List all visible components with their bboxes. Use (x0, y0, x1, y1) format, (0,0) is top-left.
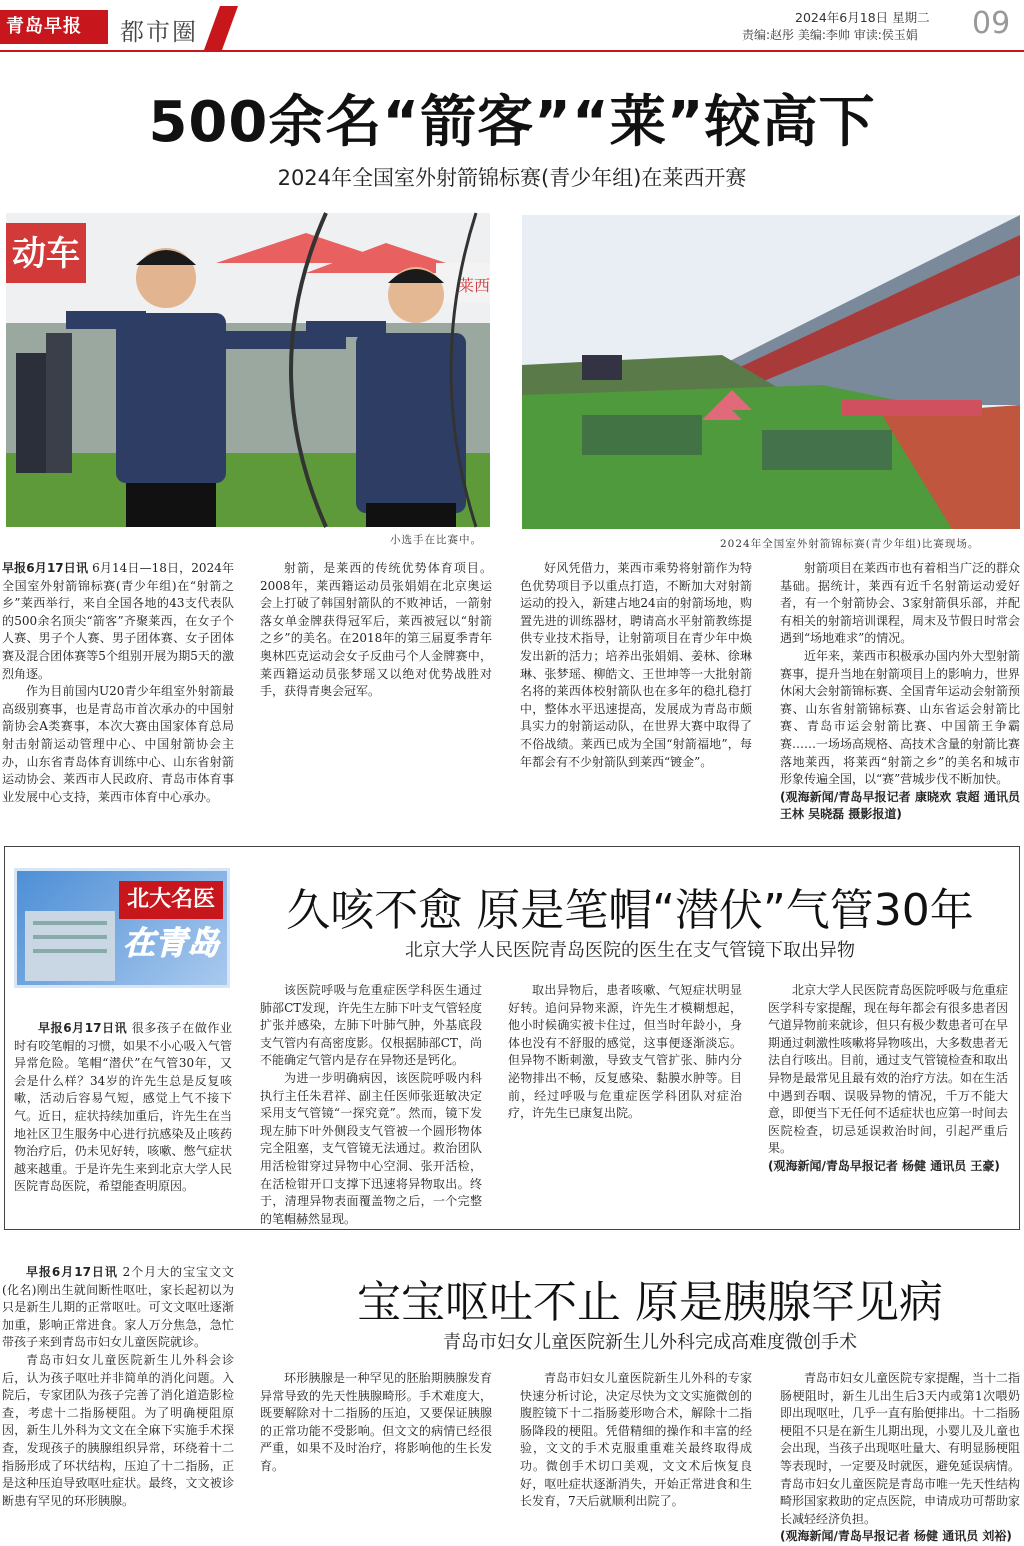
section-name: 都市圈 (120, 18, 198, 46)
archers-photo (6, 213, 490, 527)
article1-subheadline: 2024年全国室外射箭锦标赛(青少年组)在莱西开赛 (277, 166, 747, 190)
article1-column-3 (520, 560, 752, 810)
article3-paragraph: 青岛市妇女儿童医院专家提醒，当十二指肠梗阻时，新生儿出生后3天内或第1次喂奶即出现呕吐，几乎一直有胎便排出。十二指肠梗阻不只是在新生儿期出现，小婴儿及儿童也会出现，当孩子出现呕吐量大、有明显肠梗阻等表现时，一定要及时就医，避免延误病情。青岛市妇女儿童医院是青岛市唯一先天性结构畸形国家救助的定点医院，申请成功可帮助家长减轻经济负担。 (780, 1371, 1021, 1526)
svg-text:莱西: 莱西 (458, 276, 491, 295)
newspaper-logo: 青岛早报 (0, 10, 108, 44)
article3-paragraph: 青岛市妇女儿童医院新生儿外科会诊后，认为孩子呕吐并非简单的消化问题。入院后，专家团队为孩子完善了消化道造影检查，考虑十二指肠梗阻。为了明确梗阻原因，新生儿外科为文文在全麻下实施手术探查，发现孩子的胰腺组织异常，环绕着十二指肠形成了环状结构，压迫了十二指肠，正是这种压迫导致呕吐症状。最终，文文被诊断患有罕见的环形胰腺。 (2, 1352, 234, 1508)
article2-paragraph: 该医院呼吸与危重症医学科医生通过肺部CT发现，许先生左肺下叶支气管轻度扩张并感染，左肺下叶肺气肿，外基底段支气管内有高密度影。仅根据肺部CT，尚不能确定气管内是存在异物还是钙化。 (260, 983, 482, 1068)
article2-paragraph: 很多孩子在做作业时有咬笔帽的习惯，如果不小心吸入气管异常危险。笔帽“潜伏”在气管30年，又会是什么样？34岁的许先生总是反复咳嗽，活动后容易气短，感觉上气不接下气。近日，症状持续加重后，许先生在当地社区卫生服务中心进行抗感染及止咳药物治疗后，仍未见好转，咳嗽、憋气症状越来越重。于是许先生来到北京大学人民医院青岛医院，希望能查明原因。 (14, 1021, 232, 1194)
article1-paragraph: 6月14日—18日，2024年全国室外射箭锦标赛(青少年组)在“射箭之乡”莱西举行，来自全国各地的43支代表队的500余名顶尖“箭客”齐聚莱西，在女子个人赛、男子个人赛、男子团体赛、女子团体赛及混合团体赛等5个组别开展为期5天的激烈角逐。 (2, 561, 234, 681)
article2-column-3 (508, 982, 742, 1218)
article2-paragraph: 取出异物后，患者咳嗽、气短症状明显好转。追问异物来源，许先生才模糊想起，他小时候确实被卡住过，但当时年龄小，身体也没有不舒服的感觉，这事便逐渐淡忘。但异物不断刺激，导致支气管扩张、肺内分泌物排出不畅，反复感染、黏膜水肿等。目前，经过呼吸与危重症医学科团队对症治疗，许先生已康复出院。 (508, 983, 742, 1121)
article1-paragraph: 好风凭借力，莱西市乘势将射箭作为特色优势项目予以重点打造，不断加大对射箭运动的投入，新建占地24亩的射箭场地，购置先进的训练器材，聘请高水平射箭教练提供专业技术指导，让射箭项目在青少年中焕发出新的活力；培养出张娟娟、姜林、徐琳琳、张梦瑶、柳皓文、王世坤等一大批射箭名将的莱西体校射箭队也在多年的稳扎稳打中，整体水平迅速提高，发展成为青岛市颇具实力的射箭运动队，在世界大赛中取得了不俗战绩。莱西已成为全国“射箭福地”，每年都会有不少射箭队到莱西“镀金”。 (520, 561, 752, 769)
article1-dateline: 早报6月17日讯 (2, 561, 89, 575)
article2-dateline: 早报6月17日讯 (38, 1021, 128, 1035)
article1-column-4 (780, 560, 1021, 822)
article2-credit: (观海新闻/青岛早报记者 杨健 通讯员 王豪) (768, 1158, 1000, 1173)
article3-column-4 (780, 1370, 1021, 1544)
photo-banner-text: 动车 (12, 234, 80, 274)
article2-paragraph: 北京大学人民医院青岛医院呼吸与危重症医学科专家提醒，现在每年都会有很多患者因气道异物前来就诊，但只有极少数患者可在早期通过刺激性咳嗽将异物咳出，大多数患者无法自行咳出。目前，通过支气管镜检查和取出异物是最常见且最有效的治疗方法。如在生活中遇到吞咽、误吸异物的情况，千万不能大意，即便当下无任何不适症状也应第一时间去医院检查，切忌延误救治时间，引起严重后果。 (768, 983, 1009, 1156)
article2-column-4 (768, 982, 1008, 1218)
article1-headline: 500余名“箭客”“莱”较高下 (148, 90, 876, 155)
article1-credit: (观海新闻/青岛早报记者 康晓欢 袁超 通讯员 王林 吴晓磊 摄影报道) (780, 789, 1020, 822)
article2-headline: 久咳不愈 原是笔帽“潜伏”气管30年 (286, 885, 974, 936)
badge-subtitle: 在青岛 (122, 924, 219, 962)
article3-paragraph: 2个月大的宝宝文文(化名)刚出生就间断性呕吐，家长起初以为只是新生儿期的正常呕吐。可文文呕吐逐渐加重，影响正常进食。家人万分焦急，急忙带孩子来到青岛市妇女儿童医院就诊。 (2, 1265, 234, 1350)
issue-date: 2024年6月18日 星期二 (795, 10, 930, 25)
venue-photo-caption: 2024年全国室外射箭锦标赛(青少年组)比赛现场。 (720, 538, 980, 550)
article3-paragraph: 环形胰腺是一种罕见的胚胎期胰腺发育异常导致的先天性胰腺畸形。手术难度大，既要解除对十二指肠的压迫，又要保证胰腺的正常功能不受影响。但文文的病情已经很严重，如果不及时治疗，将影响他的生长发育。 (260, 1371, 492, 1473)
article2-subheadline: 北京大学人民医院青岛医院的医生在支气管镜下取出异物 (405, 940, 855, 961)
article3-credit: (观海新闻/青岛早报记者 杨健 通讯员 刘裕) (780, 1529, 1012, 1544)
page-number: 09 (972, 6, 1011, 41)
archers-photo-caption: 小选手在比赛中。 (390, 534, 482, 546)
article1-paragraph: 射箭，是莱西的传统优势体育项目。2008年，莱西籍运动员张娟娟在北京奥运会上打破了韩国射箭队的不败神话，一箭射落女单金牌获得冠军后，莱西被冠以“射箭之乡”的美名。在2018年的第三届夏季青年奥林匹克运动会女子反曲弓个人金牌赛中，莱西籍运动员张梦瑶又以绝对优势战胜对手，获得青奥会冠军。 (260, 561, 492, 699)
article1-column-1 (2, 560, 234, 810)
article2-paragraph: 为进一步明确病因，该医院呼吸内科执行主任朱君祥、副主任医师张逛敏决定采用支气管镜“一探究竟”。然而，镜下发现左肺下叶外侧段支气管被一个圆形物体完全阻塞，支气管镜无法通过。救治团队用活检钳穿过异物中心空洞、张开活检，在活检钳开口支撑下迅速将异物取出。终于，清理异物表面覆盖物之后，一个完整的笔帽赫然显现。 (260, 1070, 482, 1226)
article1-paragraph: 射箭项目在莱西市也有着相当广泛的群众基础。据统计，莱西有近千名射箭运动爱好者，有一个射箭协会、3家射箭俱乐部，并配有相关的射箭培训课程，周末及节假日时常会遇到“场地难求”的情况。 (780, 561, 1021, 646)
article1-paragraph: 近年来，莱西市积极承办国内外大型射箭赛事，提升当地在射箭项目上的影响力，世界休闲大会射箭锦标赛、全国青年运动会射箭预赛、山东省射箭锦标赛、山东省运会射箭比赛、青岛市运会射箭比赛、中国箭王争霸赛……一场场高规格、高技术含量的射箭比赛落地莱西，将莱西“射箭之乡”的美名和城市形象传遍全国，以“赛”营城步伐不断加快。 (780, 648, 1021, 787)
competition-venue-photo (522, 215, 1020, 529)
article3-headline: 宝宝呕吐不止 原是胰腺罕见病 (357, 1277, 943, 1328)
article2-column-2 (260, 982, 482, 1226)
editor-credits: 责编:赵彤 美编:李帅 审读:侯玉娟 (742, 28, 918, 42)
article3-column-3 (520, 1370, 752, 1530)
article3-column-1 (2, 1264, 234, 1530)
article1-paragraph: 作为目前国内U20青少年组室外射箭最高级别赛事，也是青岛市首次承办的中国射箭协会A类赛事，本次大赛由国家体育总局射击射箭运动管理中心、中国射箭协会主办，山东省青岛体育训练中心、山东省射箭运动协会、莱西市人民政府、青岛市体育事业发展中心支持，莱西市体育中心承办。 (2, 684, 234, 804)
hospital-badge-image (14, 868, 230, 988)
article3-column-2 (260, 1370, 492, 1530)
badge-title: 北大名医 (119, 881, 223, 919)
article3-subheadline: 青岛市妇女儿童医院新生儿外科完成高难度微创手术 (443, 1332, 857, 1353)
article2-column-1 (14, 1020, 232, 1218)
article1-column-2 (260, 560, 492, 810)
article3-dateline: 早报6月17日讯 (26, 1265, 118, 1279)
header-rule (0, 50, 1024, 52)
section-slash-decoration (204, 6, 238, 50)
article3-paragraph: 青岛市妇女儿童医院新生儿外科的专家快速分析讨论，决定尽快为文文实施微创的腹腔镜下十二指肠菱形吻合术，解除十二指肠降段的梗阻。凭借精细的操作和丰富的经验，文文的手术克服重重难关最终取得成功。微创手术切口美观，文文术后恢复良好，呕吐症状逐渐消失，开始正常进食和生长发育，7天后就顺利出院了。 (520, 1371, 752, 1509)
